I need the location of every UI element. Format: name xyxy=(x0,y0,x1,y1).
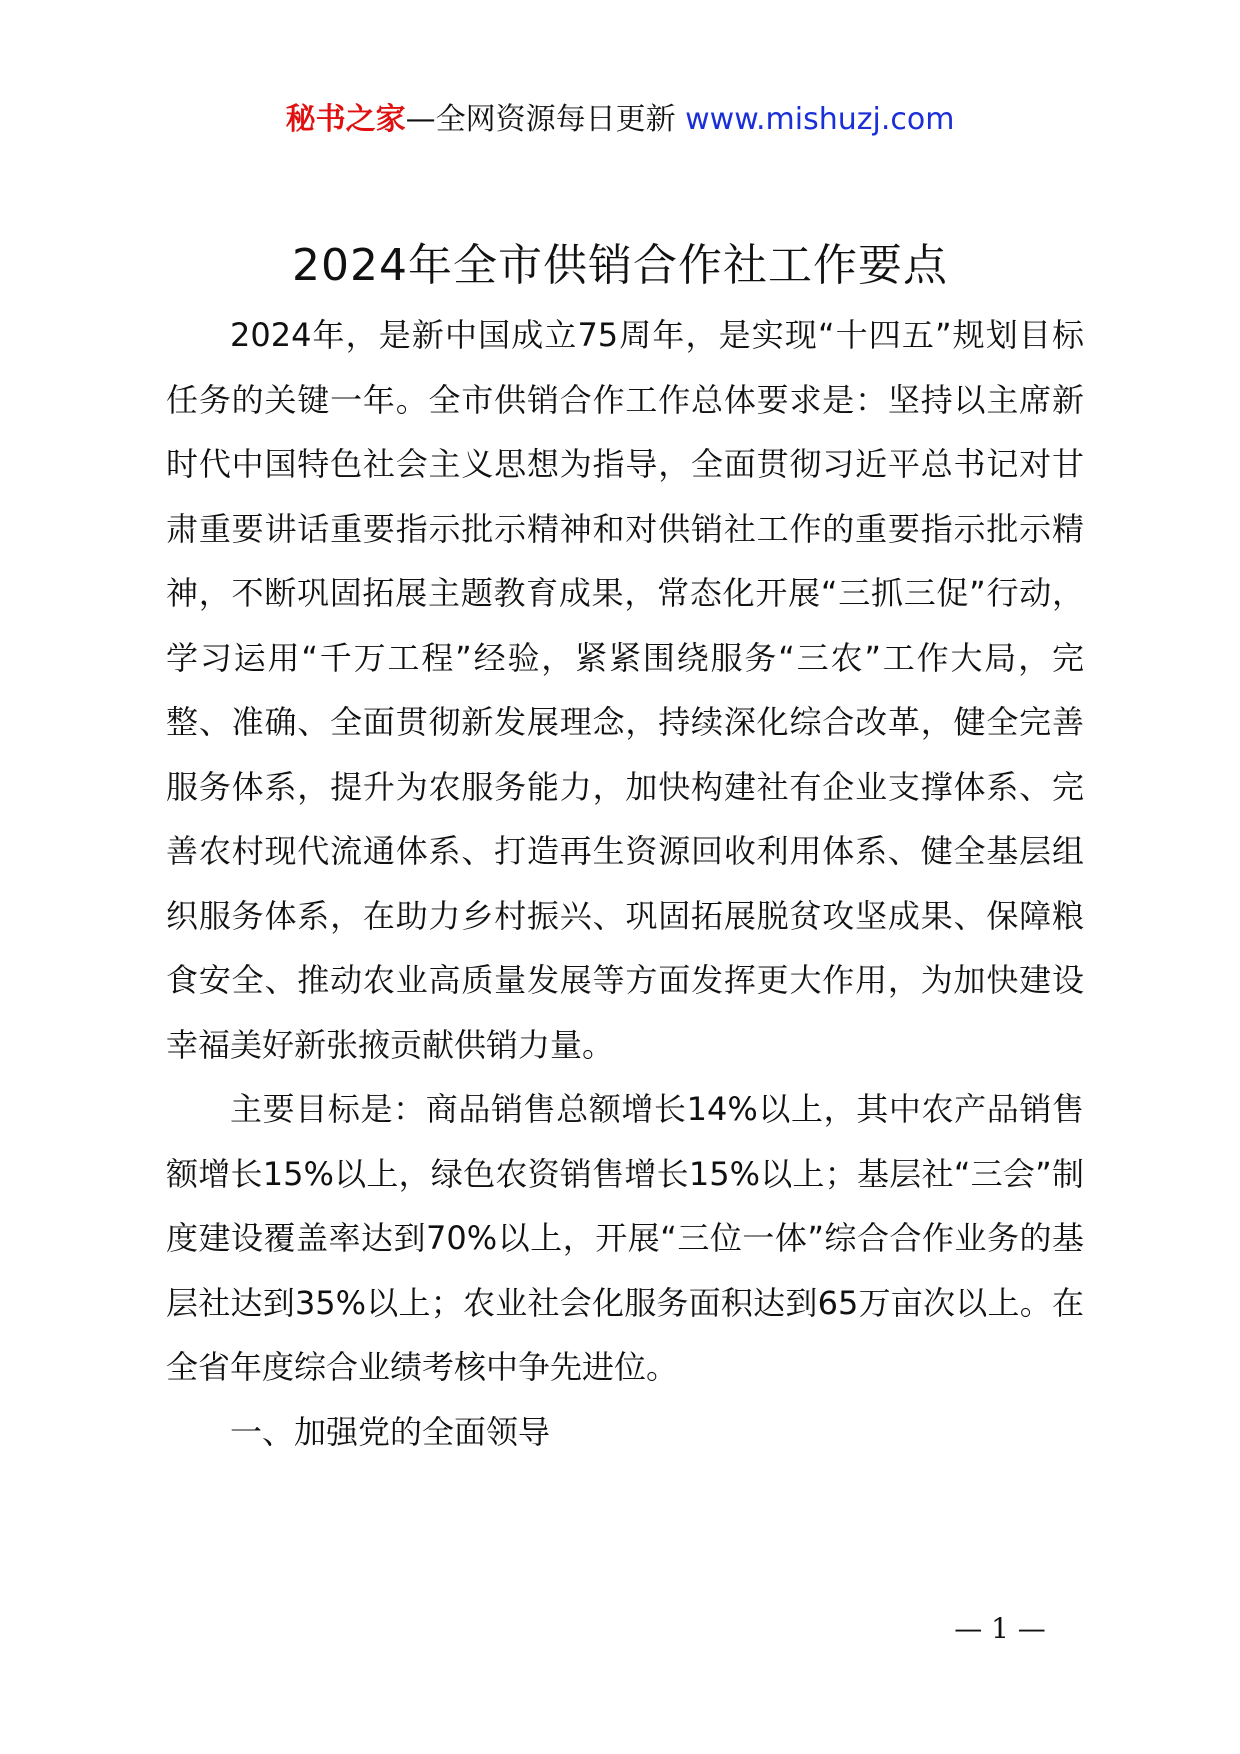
brand-name: 秘书之家 xyxy=(285,102,406,137)
header-tagline: —全网资源每日更新 xyxy=(405,102,676,137)
document-body xyxy=(166,303,1084,1464)
goals-paragraph: 主要目标是：商品销售总额增长14%以上，其中农产品销售额增长15%以上，绿色农资销售增长15%以上；基层社“三会”制度建设覆盖率达到70%以上，开展“三位一体”综合合作业务的基层社达到35%以上；农业社会化服务面积达到65万亩次以上。在全省年度综合业绩考核中争先进位。 xyxy=(166,1090,1084,1386)
page-number: — 1 — xyxy=(954,1612,1046,1645)
intro-paragraph: 2024年，是新中国成立75周年，是实现“十四五”规划目标任务的关键一年。全市供销合作工作总体要求是：坚持以主席新时代中国特色社会主义思想为指导，全面贯彻习近平总书记对甘肃重要讲话重要指示批示精神和对供销社工作的重要指示批示精神，不断巩固拓展主题教育成果，常态化开展“三抓三促”行动，学习运用“千万工程”经验，紧紧围绕服务“三农”工作大局，完整、准确、全面贯彻新发展理念，持续深化综合改革，健全完善服务体系，提升为农服务能力，加快构建社有企业支撑体系、完善农村现代流通体系、打造再生资源回收利用体系、健全基层组织服务体系，在助力乡村振兴、巩固拓展脱贫攻坚成果、保障粮食安全、推动农业高质量发展等方面发挥更大作用，为加快建设幸福美好新张掖贡献供销力量。 xyxy=(166,316,1084,1064)
section-heading: 一、加强党的全面领导 xyxy=(230,1412,551,1451)
site-url-link[interactable]: www.mishuzj.com xyxy=(685,102,955,137)
site-header xyxy=(0,100,1240,140)
document-title: 2024年全市供销合作社工作要点 xyxy=(292,240,948,291)
